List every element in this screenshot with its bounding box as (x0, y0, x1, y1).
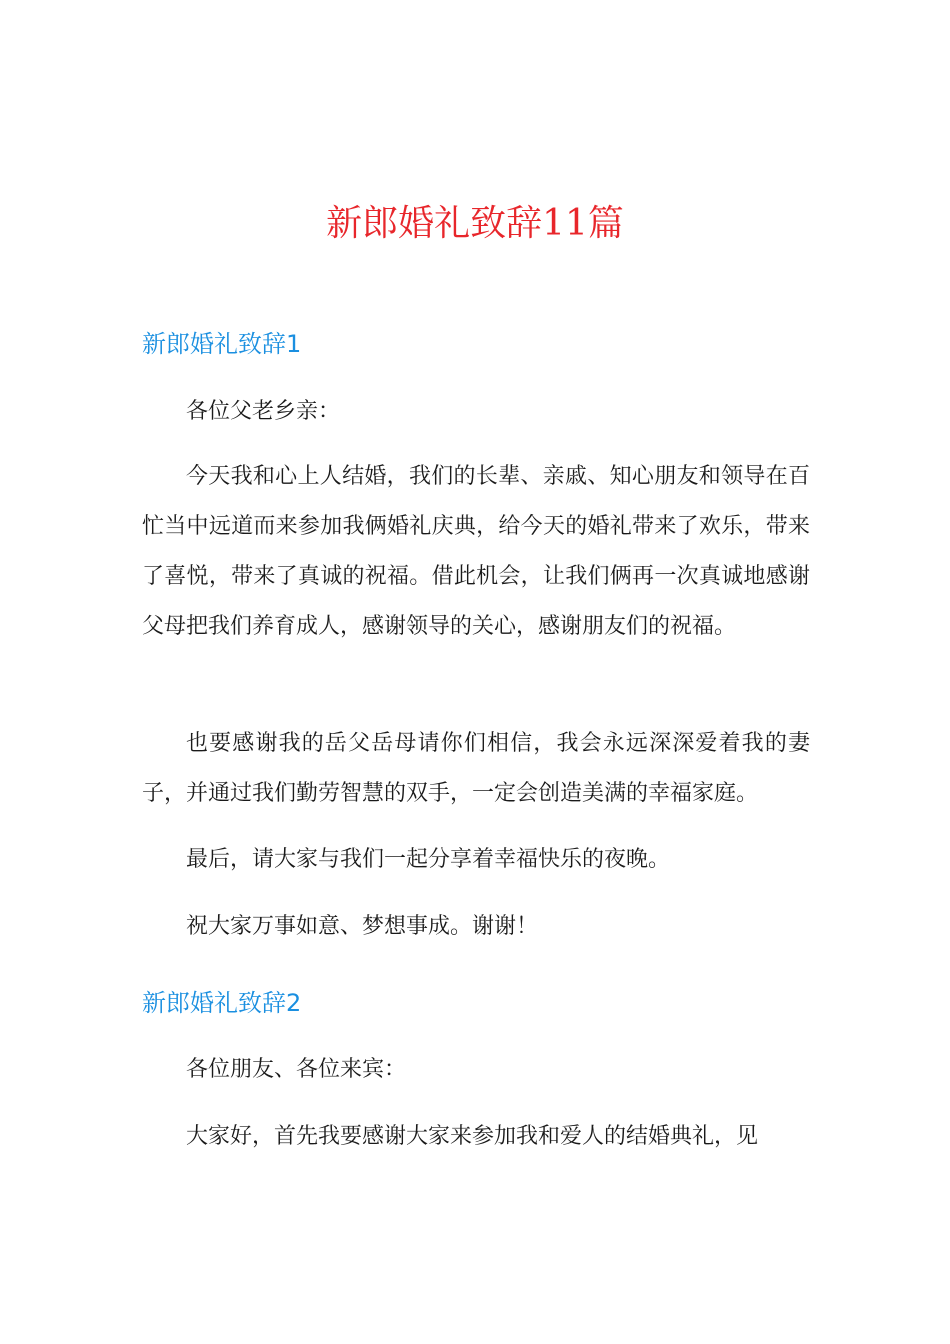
section-heading-1: 新郎婚礼致辞1 (142, 330, 302, 358)
paragraph-closing: 祝大家万事如意、梦想事成。谢谢！ (186, 914, 539, 939)
paragraph-body: 最后，请大家与我们一起分享着幸福快乐的夜晚。 (186, 847, 671, 872)
paragraph-salutation: 各位父老乡亲： (186, 399, 341, 424)
paragraph-body: 也要感谢我的岳父岳母请你们相信，我会永远深深爱着我的妻子，并通过我们勤劳智慧的双手，一定会创造美满的幸福家庭。 (142, 731, 810, 806)
section-heading-2: 新郎婚礼致辞2 (142, 989, 302, 1017)
paragraph-body: 大家好，首先我要感谢大家来参加我和爱人的结婚典礼，见 (186, 1124, 759, 1149)
paragraph-salutation: 各位朋友、各位来宾： (186, 1057, 407, 1082)
paragraph-body: 今天我和心上人结婚，我们的长辈、亲戚、知心朋友和领导在百忙当中远道而来参加我俩婚礼庆典，给今天的婚礼带来了欢乐，带来了喜悦，带来了真诚的祝福。借此机会，让我们俩再一次真诚地感谢父母把我们养育成人，感谢领导的关心，感谢朋友们的祝福。 (142, 464, 810, 639)
document-title: 新郎婚礼致辞11篇 (326, 203, 624, 244)
